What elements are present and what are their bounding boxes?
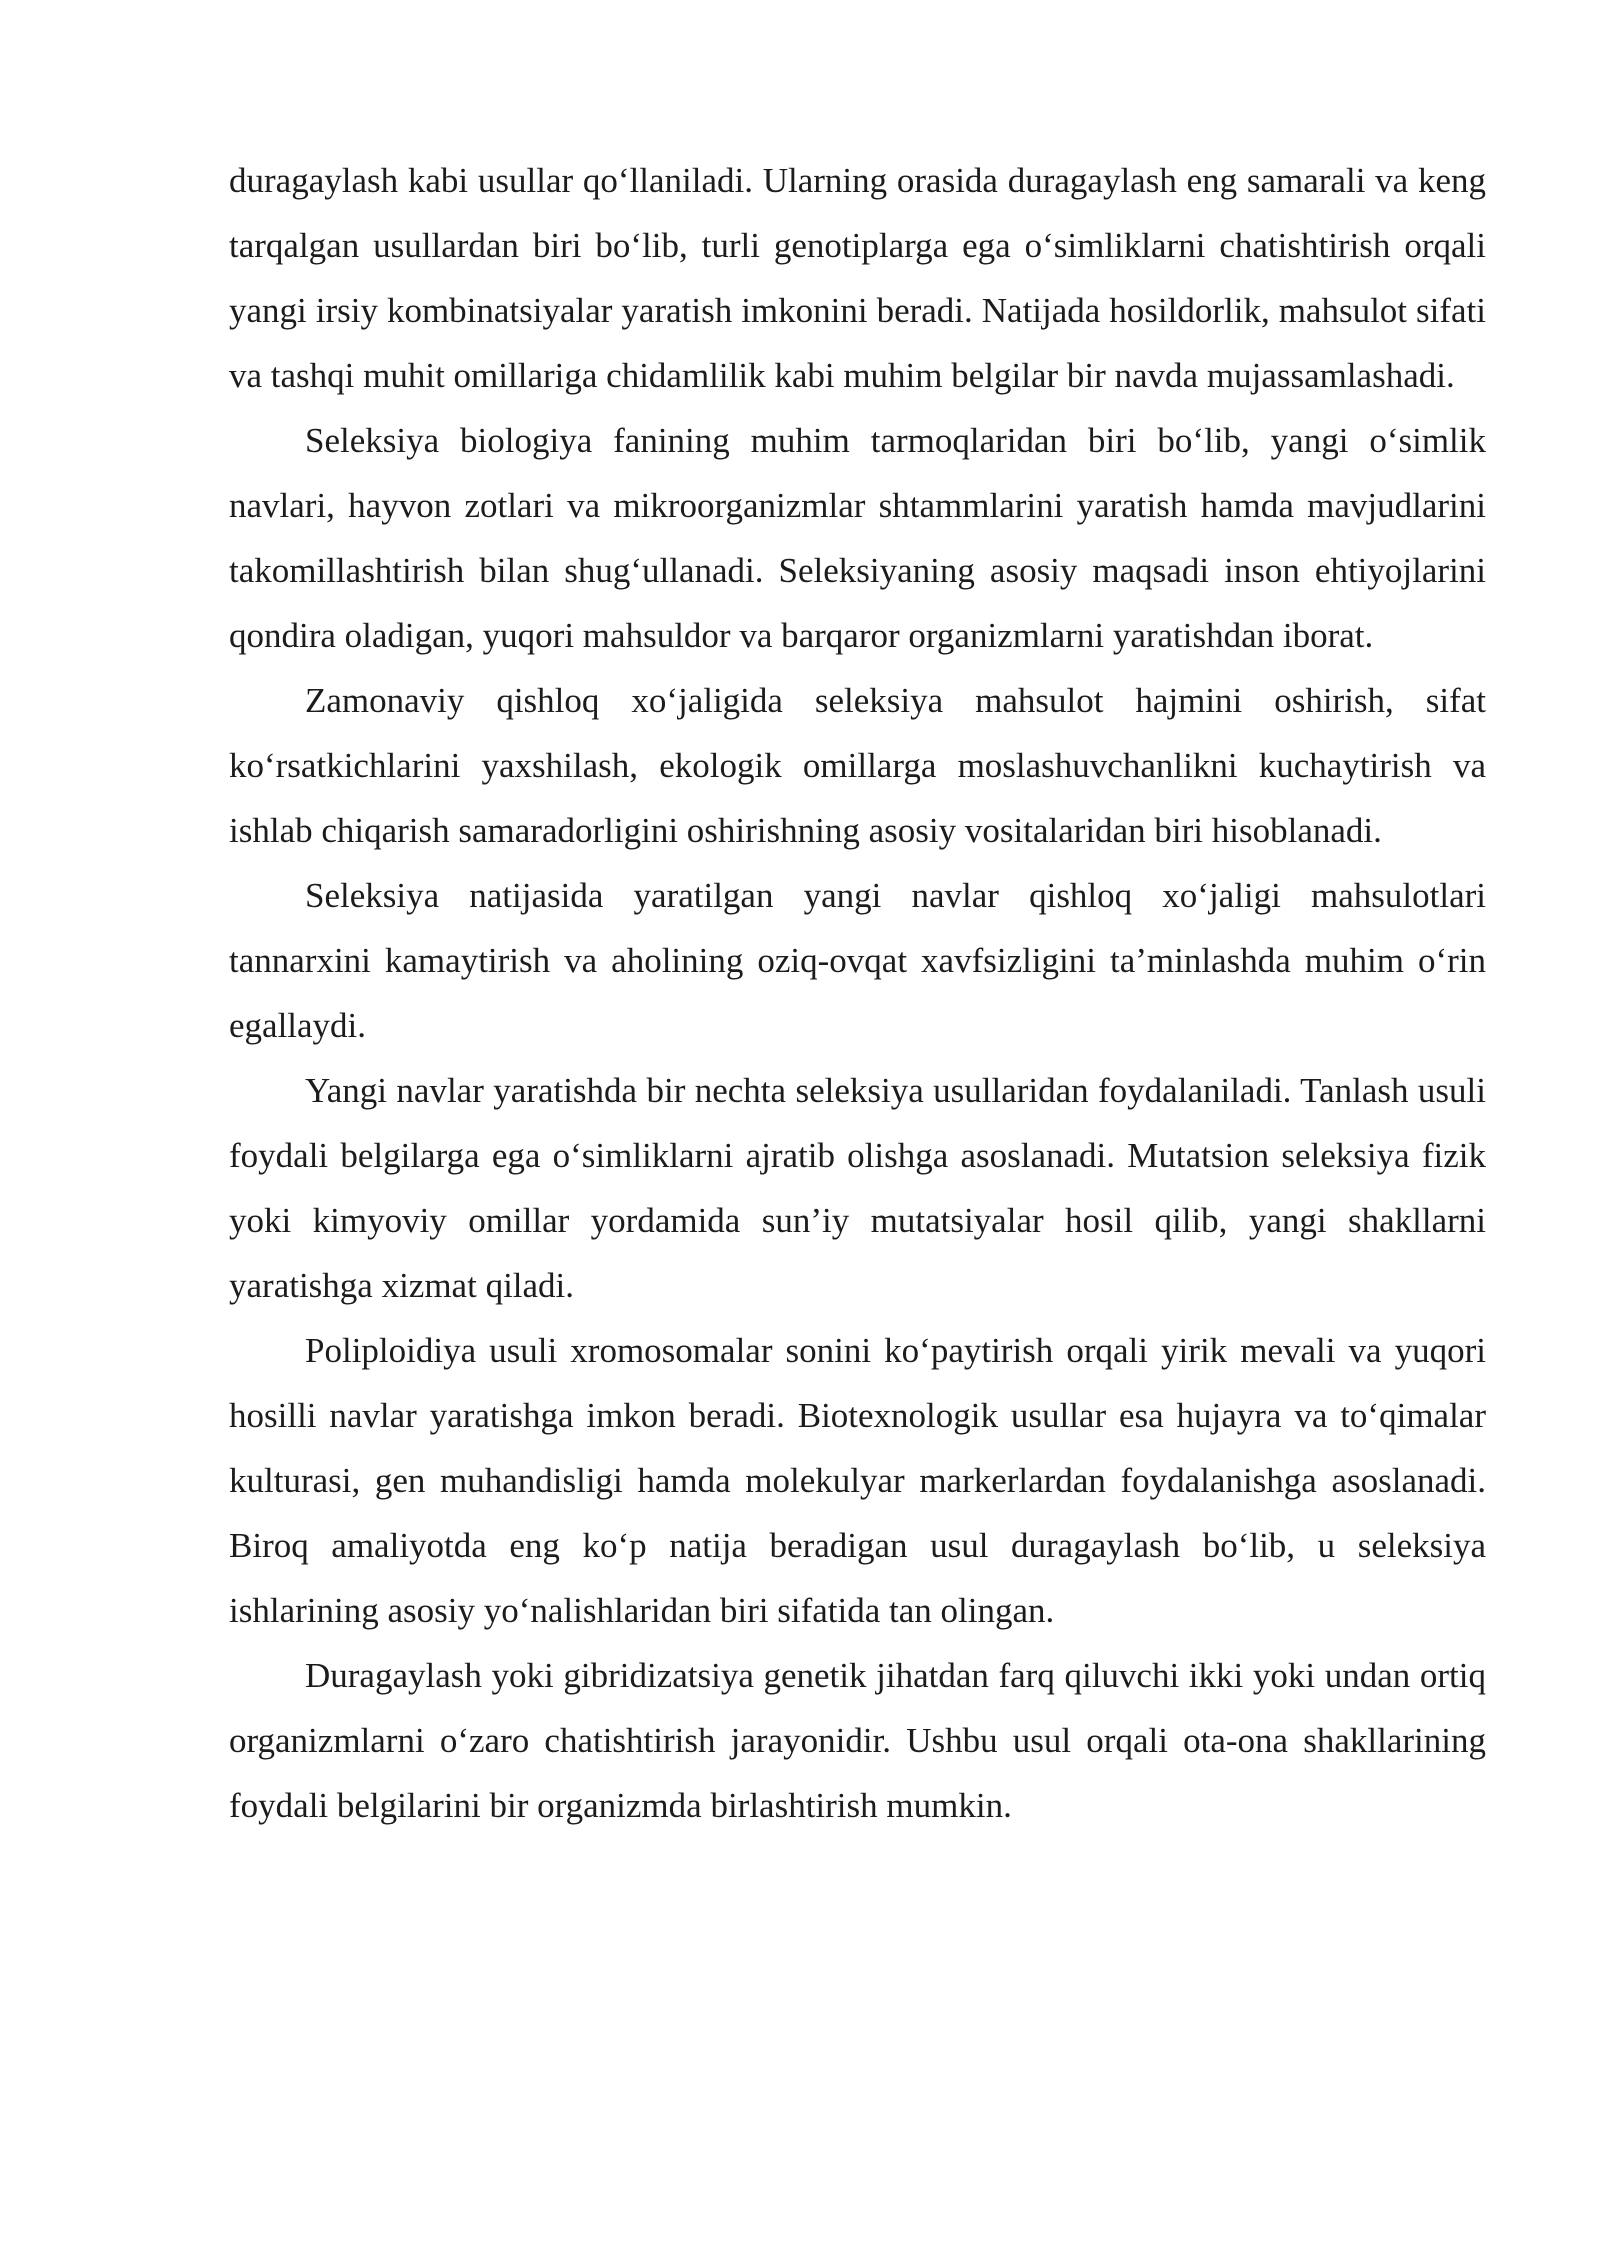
- paragraph-selection-methods: Yangi navlar yaratishda bir nechta seleksiya usullaridan foydalaniladi. Tanlash usuli foydali belgilarga ega o‘simliklarni ajratib olishga asoslanadi. Mutatsion seleksiya fizik yoki kimyoviy omillar yordamida sun’iy mutatsiyalar hosil qilib, yangi shakllarni yaratishga xizmat qiladi.: [229, 1071, 1486, 1305]
- document-page: [229, 148, 1486, 1838]
- paragraph-new-varieties: Seleksiya natijasida yaratilgan yangi navlar qishloq xo‘jaligi mahsulotlari tannarxini kamaytirish va aholining oziq-ovqat xavfsizligini ta’minlashda muhim o‘rin egallaydi.: [229, 876, 1486, 1045]
- paragraph-modern-agriculture: Zamonaviy qishloq xo‘jaligida seleksiya mahsulot hajmini oshirish, sifat ko‘rsatkichlarini yaxshilash, ekologik omillarga moslashuvchanlikni kuchaytirish va ishlab chiqarish samaradorligini oshirishning asosiy vositalaridan biri hisoblanadi.: [229, 681, 1486, 850]
- paragraph-continued: duragaylash kabi usullar qo‘llaniladi. Ularning orasida duragaylash eng samarali va keng tarqalgan usullardan biri bo‘lib, turli genotiplarga ega o‘simliklarni chatishtirish orqali yangi irsiy kombinatsiyalar yaratish imkonini beradi. Natijada hosildorlik, mahsulot sifati va tashqi muhit omillariga chidamlilik kabi muhim belgilar bir navda mujassamlashadi.: [229, 161, 1486, 395]
- paragraph-selection-definition: Seleksiya biologiya fanining muhim tarmoqlaridan biri bo‘lib, yangi o‘simlik navlari, hayvon zotlari va mikroorganizmlar shtammlarini yaratish hamda mavjudlarini takomillashtirish bilan shug‘ullanadi. Seleksiyaning asosiy maqsadi inson ehtiyojlarini qondira oladigan, yuqori mahsuldor va barqaror organizmlarni yaratishdan iborat.: [229, 421, 1486, 655]
- paragraph-polyploidy: Poliploidiya usuli xromosomalar sonini ko‘paytirish orqali yirik mevali va yuqori hosilli navlar yaratishga imkon beradi. Biotexnologik usullar esa hujayra va to‘qimalar kulturasi, gen muhandisligi hamda molekulyar markerlardan foydalanishga asoslanadi. Biroq amaliyotda eng ko‘p natija beradigan usul duragaylash bo‘lib, u seleksiya ishlarining asosiy yo‘nalishlaridan biri sifatida tan olingan.: [229, 1331, 1486, 1630]
- paragraph-hybridization: Duragaylash yoki gibridizatsiya genetik jihatdan farq qiluvchi ikki yoki undan ortiq organizmlarni o‘zaro chatishtirish jarayonidir. Ushbu usul orqali ota-ona shakllarining foydali belgilarini bir organizmda birlashtirish mumkin.: [229, 1656, 1486, 1825]
